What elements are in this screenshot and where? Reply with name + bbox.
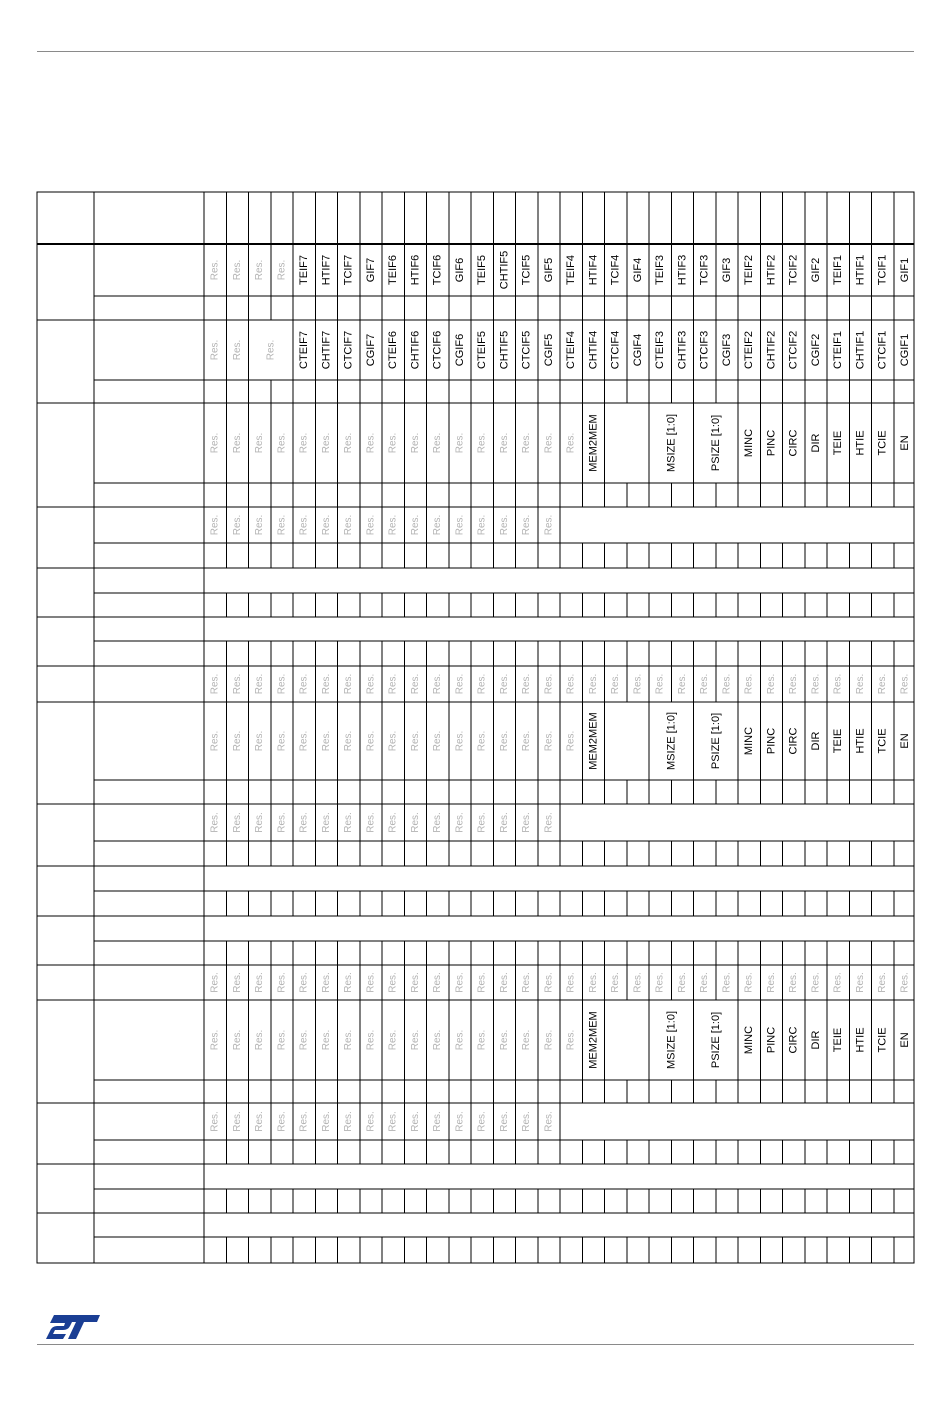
reserved-bit-label: Res. [543,730,555,752]
field-name: CHTIF1 [854,330,867,370]
field-name: TCIF7 [342,254,355,286]
reserved-bit-label: Res. [254,1029,266,1051]
field-name: CTCIF2 [787,330,800,370]
reserved-bit-label: Res. [654,673,666,695]
reserved-bit-label: Res. [432,1029,444,1051]
reserved-bit-label: Res. [298,1111,310,1132]
reserved-bit-label: Res. [387,972,399,993]
field-name: TEIE [832,1027,845,1053]
reserved-bit-label: Res. [721,972,733,993]
field-name: GIF3 [720,257,733,283]
field-name: MINC [743,1025,756,1055]
reserved-bit-label: Res. [209,432,221,454]
reserved-bit-label: Res. [432,432,444,454]
reserved-bit-label: Res. [454,972,466,993]
reserved-bit-label: Res. [231,972,243,993]
field-name: TEIF3 [654,255,667,285]
field-name: CTEIF5 [476,331,489,369]
field-name: CGIF6 [453,333,466,367]
field-name: CHTIF6 [409,330,422,370]
field-name: CIRC [787,727,800,755]
reserved-bit-label: Res. [476,673,488,695]
field-name: PSIZE [1:0] [709,712,722,770]
reserved-bit-label: Res. [254,673,266,695]
reserved-bit-label: Res. [565,1029,577,1051]
reserved-bit-label: Res. [476,432,488,454]
field-name: EN [898,733,911,749]
field-name: HTIF7 [320,254,333,286]
reserved-bit-label: Res. [320,812,332,833]
reserved-bit-label: Res. [476,812,488,833]
reserved-bit-label: Res. [365,730,377,752]
field-name: DIR [809,433,822,453]
reserved-bit-label: Res. [565,972,577,993]
reserved-bit-label: Res. [298,673,310,695]
field-name: CHTIF3 [676,330,689,370]
reserved-bit-label: Res. [298,972,310,993]
field-name: GIF1 [898,257,911,283]
reserved-bit-label: Res. [209,730,221,752]
field-name: PINC [765,429,778,457]
reserved-bit-label: Res. [699,673,711,695]
reserved-bit-label: Res. [320,514,332,536]
reserved-bit-label: Res. [298,432,310,454]
reserved-bit-label: Res. [231,514,243,536]
reserved-bit-label: Res. [209,972,221,993]
reserved-bit-label: Res. [276,972,288,993]
field-name: TEIF4 [565,255,578,285]
reserved-bit-label: Res. [343,673,355,695]
field-name: DIR [809,731,822,751]
reserved-bit-label: Res. [343,972,355,993]
reserved-bit-label: Res. [276,812,288,833]
reserved-bit-label: Res. [387,673,399,695]
reserved-bit-label: Res. [365,673,377,695]
reserved-bit-label: Res. [343,1029,355,1051]
field-name: TCIF6 [431,254,444,286]
reserved-bit-label: Res. [276,1029,288,1051]
reserved-bit-label: Res. [209,339,221,361]
reserved-bit-label: Res. [432,673,444,695]
reserved-bit-label: Res. [699,972,711,993]
reserved-bit-label: Res. [209,1111,221,1132]
field-name: TEIF1 [832,255,845,285]
field-name: CHTIF5 [498,250,511,290]
reserved-bit-label: Res. [387,1029,399,1051]
reserved-bit-label: Res. [254,812,266,833]
reserved-bit-label: Res. [432,730,444,752]
field-name: MINC [743,428,756,458]
reserved-bit-label: Res. [276,432,288,454]
reserved-bit-label: Res. [387,514,399,536]
reserved-bit-label: Res. [587,972,599,993]
field-name: HTIE [854,1027,867,1053]
reserved-bit-label: Res. [521,730,533,752]
field-name: TCIE [876,1027,889,1053]
reserved-bit-label: Res. [476,972,488,993]
reserved-bit-label: Res. [521,673,533,695]
st-logo [44,1313,102,1341]
reserved-bit-label: Res. [521,812,533,833]
reserved-bit-label: Res. [298,812,310,833]
field-name: CTEIF4 [565,331,578,369]
field-name: PINC [765,727,778,755]
reserved-bit-label: Res. [365,514,377,536]
reserved-bit-label: Res. [565,730,577,752]
reserved-bit-label: Res. [810,972,822,993]
reserved-bit-label: Res. [877,972,889,993]
reserved-bit-label: Res. [254,730,266,752]
reserved-bit-label: Res. [387,730,399,752]
reserved-bit-label: Res. [743,673,755,695]
reserved-bit-label: Res. [498,812,510,833]
field-name: TCIF1 [876,254,889,286]
field-name: CGIF5 [542,333,555,367]
reserved-bit-label: Res. [365,1029,377,1051]
reserved-bit-label: Res. [276,673,288,695]
reserved-bit-label: Res. [498,514,510,536]
reserved-bit-label: Res. [276,259,288,281]
reserved-bit-label: Res. [498,972,510,993]
reserved-bit-label: Res. [521,432,533,454]
reserved-bit-label: Res. [521,1029,533,1051]
field-name: CTCIF7 [342,330,355,370]
reserved-bit-label: Res. [610,673,622,695]
reserved-bit-label: Res. [899,673,911,695]
field-name: CGIF1 [898,333,911,367]
reserved-bit-label: Res. [365,812,377,833]
reserved-bit-label: Res. [432,514,444,536]
reserved-bit-label: Res. [343,432,355,454]
reserved-bit-label: Res. [276,1111,288,1132]
reserved-bit-label: Res. [543,1029,555,1051]
reserved-bit-label: Res. [743,972,755,993]
reserved-bit-label: Res. [231,432,243,454]
field-name: CIRC [787,429,800,457]
field-name: PSIZE [1:0] [709,1011,722,1069]
reserved-bit-label: Res. [320,730,332,752]
field-name: EN [898,435,911,451]
field-name: CTCIF6 [431,330,444,370]
reserved-bit-label: Res. [498,730,510,752]
field-name: GIF2 [809,257,822,283]
field-name: HTIF6 [409,254,422,286]
reserved-bit-label: Res. [209,259,221,281]
reserved-bit-label: Res. [254,972,266,993]
reserved-bit-label: Res. [476,514,488,536]
field-name: GIF4 [631,257,644,283]
reserved-bit-label: Res. [276,730,288,752]
reserved-bit-label: Res. [854,673,866,695]
field-name: MSIZE [1:0] [665,413,678,473]
reserved-bit-label: Res. [320,673,332,695]
reserved-bit-label: Res. [498,432,510,454]
reserved-bit-label: Res. [899,972,911,993]
field-name: MSIZE [1:0] [665,711,678,771]
reserved-bit-label: Res. [454,1111,466,1132]
field-name: MEM2MEM [587,712,600,770]
field-name: CTEIF3 [654,331,667,369]
reserved-bit-label: Res. [854,972,866,993]
reserved-bit-label: Res. [320,1029,332,1051]
reserved-bit-label: Res. [231,812,243,833]
field-name: TEIE [832,430,845,456]
reserved-bit-label: Res. [721,673,733,695]
field-name: TEIF2 [743,255,756,285]
reserved-bit-label: Res. [320,972,332,993]
field-name: TEIF7 [298,255,311,285]
reserved-bit-label: Res. [409,1111,421,1132]
field-name: CTEIF1 [832,331,845,369]
field-name: CHTIF2 [765,330,778,370]
reserved-bit-label: Res. [209,673,221,695]
reserved-bit-label: Res. [521,1111,533,1132]
reserved-bit-label: Res. [432,972,444,993]
reserved-bit-label: Res. [343,514,355,536]
reserved-bit-label: Res. [454,673,466,695]
field-name: CHTIF4 [587,330,600,370]
field-name: EN [898,1032,911,1048]
reserved-bit-label: Res. [565,432,577,454]
field-name: CTCIF1 [876,330,889,370]
reserved-bit-label: Res. [810,673,822,695]
reserved-bit-label: Res. [409,1029,421,1051]
reserved-bit-label: Res. [832,673,844,695]
field-name: HTIE [854,430,867,456]
field-name: CGIF4 [631,333,644,367]
field-name: CTCIF5 [520,330,533,370]
reserved-bit-label: Res. [387,432,399,454]
reserved-bit-label: Res. [565,673,577,695]
reserved-bit-label: Res. [476,1029,488,1051]
reserved-bit-label: Res. [432,1111,444,1132]
field-name: GIF7 [364,257,377,283]
reserved-bit-label: Res. [632,673,644,695]
reserved-bit-label: Res. [320,1111,332,1132]
reserved-bit-label: Res. [298,730,310,752]
field-name: MEM2MEM [587,414,600,472]
field-name: DIR [809,1030,822,1050]
reserved-bit-label: Res. [209,1029,221,1051]
reserved-bit-label: Res. [343,730,355,752]
reserved-bit-label: Res. [543,673,555,695]
reserved-bit-label: Res. [788,972,800,993]
reserved-bit-label: Res. [231,673,243,695]
reserved-bit-label: Res. [365,972,377,993]
reserved-bit-label: Res. [254,432,266,454]
field-name: MEM2MEM [587,1011,600,1069]
reserved-bit-label: Res. [320,432,332,454]
reserved-bit-label: Res. [387,812,399,833]
reserved-bit-label: Res. [543,812,555,833]
field-name: GIF5 [542,257,555,283]
reserved-bit-label: Res. [409,514,421,536]
reserved-bit-label: Res. [454,432,466,454]
field-name: CTEIF7 [298,331,311,369]
field-name: CHTIF5 [498,330,511,370]
reserved-bit-label: Res. [632,972,644,993]
reserved-bit-label: Res. [476,730,488,752]
field-name: TCIE [876,728,889,754]
field-name: HTIF3 [676,254,689,286]
reserved-bit-label: Res. [832,972,844,993]
reserved-bit-label: Res. [676,673,688,695]
reserved-bit-label: Res. [254,259,266,281]
reserved-bit-label: Res. [254,1111,266,1132]
field-name: TEIF6 [387,255,400,285]
reserved-bit-label: Res. [543,972,555,993]
reserved-bit-label: Res. [365,1111,377,1132]
reserved-bit-label: Res. [365,432,377,454]
reserved-bit-label: Res. [543,432,555,454]
reserved-bit-label: Res. [231,1029,243,1051]
field-name: TEIF5 [476,255,489,285]
reserved-bit-label: Res. [676,972,688,993]
field-name: CTCIF4 [609,330,622,370]
reserved-bit-label: Res. [409,972,421,993]
reserved-bit-label: Res. [498,1111,510,1132]
field-name: HTIF1 [854,254,867,286]
field-name: HTIF4 [587,254,600,286]
reserved-bit-label: Res. [409,812,421,833]
reserved-bit-label: Res. [543,514,555,536]
reserved-bit-label: Res. [877,673,889,695]
reserved-bit-label: Res. [409,432,421,454]
field-name: CTEIF6 [387,331,400,369]
field-name: TCIF5 [520,254,533,286]
reserved-bit-label: Res. [454,812,466,833]
reserved-bit-label: Res. [387,1111,399,1132]
reserved-bit-label: Res. [231,730,243,752]
reserved-bit-label: Res. [298,1029,310,1051]
field-name: CGIF2 [809,333,822,367]
reserved-bit-label: Res. [276,514,288,536]
reserved-bit-label: Res. [343,1111,355,1132]
reserved-bit-label: Res. [231,1111,243,1132]
field-name: TCIE [876,430,889,456]
st-logo-mark [46,1315,100,1339]
field-name: PSIZE [1:0] [709,414,722,472]
field-name: TCIF3 [698,254,711,286]
field-name: MSIZE [1:0] [665,1010,678,1070]
reserved-bit-label: Res. [765,972,777,993]
reserved-bit-label: Res. [498,1029,510,1051]
reserved-bit-label: Res. [209,812,221,833]
field-name: HTIF2 [765,254,778,286]
reserved-bit-label: Res. [454,730,466,752]
field-name: TEIE [832,728,845,754]
field-name: CIRC [787,1026,800,1054]
reserved-bit-label: Res. [543,1111,555,1132]
field-name: CTCIF3 [698,330,711,370]
reserved-bit-label: Res. [498,673,510,695]
field-name: TCIF2 [787,254,800,286]
reserved-bit-label: Res. [265,339,277,361]
reserved-bit-label: Res. [432,812,444,833]
field-name: PINC [765,1026,778,1054]
reserved-bit-label: Res. [298,514,310,536]
reserved-bit-label: Res. [254,514,266,536]
reserved-bit-label: Res. [209,514,221,536]
field-name: CTEIF2 [743,331,756,369]
reserved-bit-label: Res. [765,673,777,695]
reserved-bit-label: Res. [343,812,355,833]
reserved-bit-label: Res. [521,514,533,536]
field-name: CHTIF7 [320,330,333,370]
reserved-bit-label: Res. [610,972,622,993]
reserved-bit-label: Res. [788,673,800,695]
reserved-bit-label: Res. [454,1029,466,1051]
field-name: MINC [743,726,756,756]
reserved-bit-label: Res. [654,972,666,993]
reserved-bit-label: Res. [476,1111,488,1132]
reserved-bit-label: Res. [231,339,243,361]
reserved-bit-label: Res. [409,673,421,695]
reserved-bit-label: Res. [587,673,599,695]
reserved-bit-label: Res. [231,259,243,281]
field-name: GIF6 [453,257,466,283]
reserved-bit-label: Res. [454,514,466,536]
field-name: HTIE [854,728,867,754]
field-name: CGIF7 [364,333,377,367]
field-name: TCIF4 [609,254,622,286]
field-name: CGIF3 [720,333,733,367]
bottom-rule [37,1344,914,1345]
reserved-bit-label: Res. [409,730,421,752]
reserved-bit-label: Res. [521,972,533,993]
